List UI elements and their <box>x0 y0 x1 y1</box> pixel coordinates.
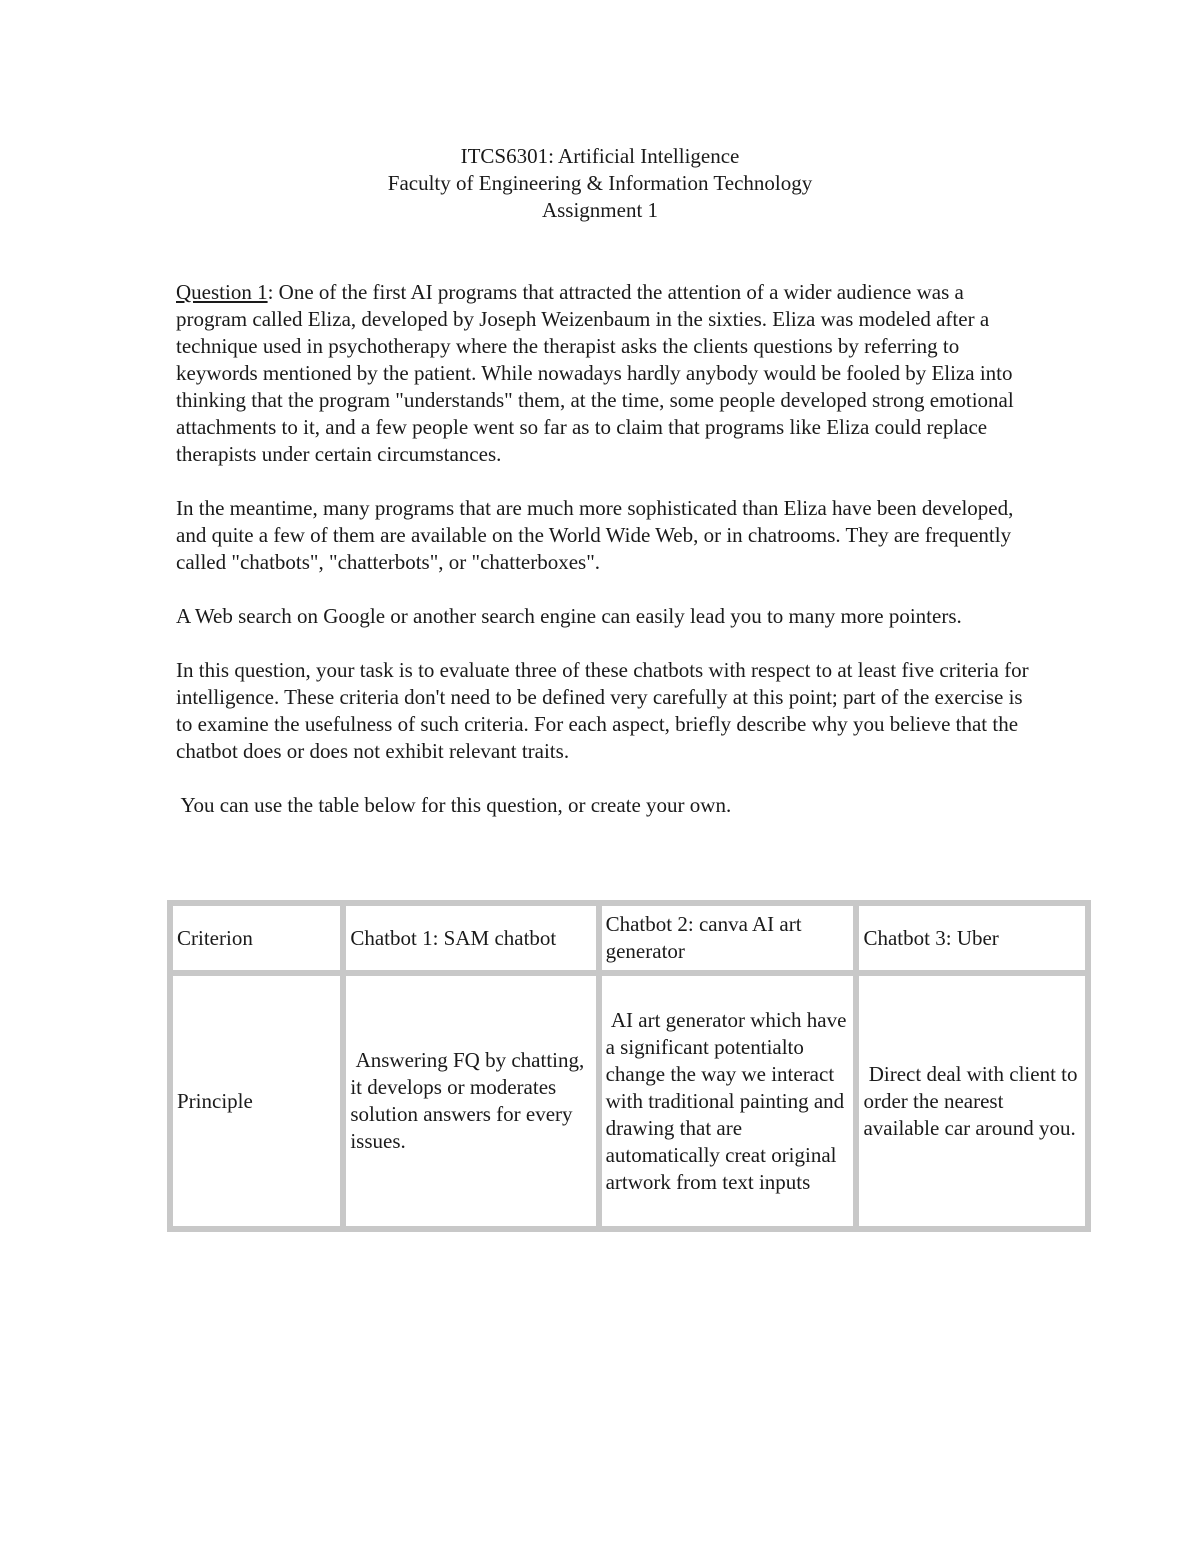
document-header <box>0 143 1200 224</box>
table-header-row <box>170 903 1088 973</box>
cell-criterion: Principle <box>170 973 343 1229</box>
question-label: Question 1 <box>176 280 268 304</box>
table-row <box>170 973 1088 1229</box>
question-intro-paragraph <box>176 279 1036 468</box>
course-title: ITCS6301: Artificial Intelligence <box>460 144 740 168</box>
paragraph-task: In this question, your task is to evaluate three of these chatbots with respect to at least five criteria for intelligence. These criteria don't need to be defined very carefully at this point; part of the exercise is to examine the usefulness of such criteria. For each aspect, briefly describe why you believe that the chatbot does or does not exhibit relevant traits. <box>176 658 1029 763</box>
criteria-table <box>167 900 1091 1232</box>
header-cell-chatbot-3: Chatbot 3: Uber <box>856 903 1088 973</box>
paragraph-web-search: A Web search on Google or another search engine can easily lead you to many more pointers. <box>176 604 962 628</box>
cell-chatbot-3: Direct deal with client to order the nearest available car around you. <box>856 973 1088 1229</box>
cell-chatbot-2: AI art generator which have a significant potentialto change the way we interact with traditional painting and drawing that are automatically creat original artwork from text inputs <box>599 973 857 1229</box>
paragraph-chatbots: In the meantime, many programs that are much more sophisticated than Eliza have been developed, and quite a few of them are available on the World Wide Web, or in chatrooms. They are frequently called "chatbots", "chatterbots", or "chatterboxes". <box>176 496 1014 574</box>
assignment-title: Assignment 1 <box>541 198 659 222</box>
question-body <box>176 279 1036 846</box>
faculty-name: Faculty of Engineering & Information Technology <box>387 171 813 195</box>
header-cell-criterion: Criterion <box>170 903 343 973</box>
question-intro-text: : One of the first AI programs that attracted the attention of a wider audience was a program called Eliza, developed by Joseph Weizenbaum in the sixties. Eliza was modeled after a technique used in psychotherapy where the therapist asks the clients questions by referring to keywords mentioned by the patient. While nowadays hardly anybody would be fooled by Eliza into thinking that the program "understands" them, at the time, some people developed strong emotional attachments to it, and a few people went so far as to claim that programs like Eliza could replace therapists under certain circumstances. <box>176 280 1014 466</box>
paragraph-table-note: You can use the table below for this question, or create your own. <box>176 793 732 817</box>
cell-chatbot-1: Answering FQ by chatting, it develops or moderates solution answers for every issues. <box>343 973 598 1229</box>
header-cell-chatbot-2: Chatbot 2: canva AI art generator <box>599 903 857 973</box>
header-cell-chatbot-1: Chatbot 1: SAM chatbot <box>343 903 598 973</box>
